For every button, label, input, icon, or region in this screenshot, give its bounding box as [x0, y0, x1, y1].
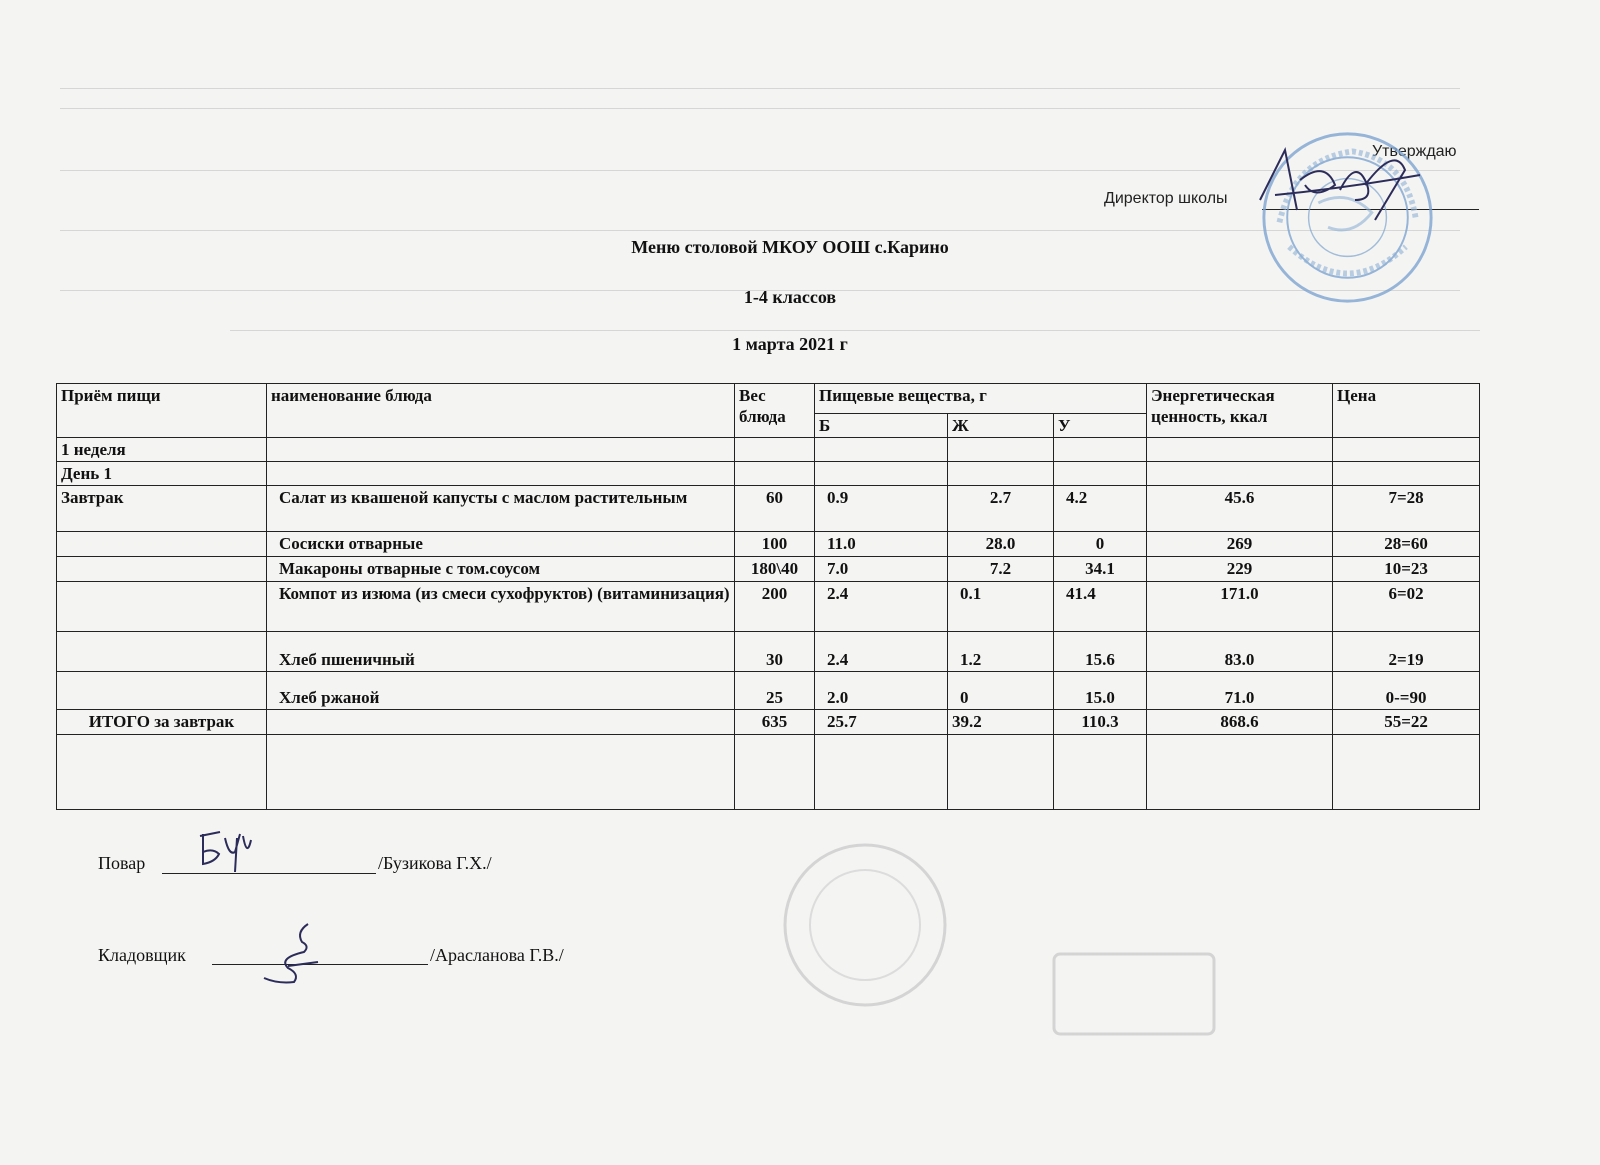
total-energy: 868.6	[1147, 710, 1333, 735]
menu-title: Меню столовой МКОУ ООШ с.Карино	[631, 237, 949, 257]
header-price: Цена	[1333, 384, 1480, 438]
dish-fat: 0	[948, 672, 1054, 710]
director-label: Директор школы	[1104, 190, 1228, 207]
storekeeper-signature	[258, 918, 338, 990]
faded-stamp-mark	[1050, 950, 1220, 1040]
dish-carbs: 0	[1054, 532, 1147, 557]
bleed-through-line	[60, 108, 1460, 109]
week-label: 1 неделя	[57, 438, 267, 462]
dish-carbs: 41.4	[1054, 582, 1147, 632]
dish-weight: 200	[735, 582, 815, 632]
dish-weight: 180\40	[735, 557, 815, 582]
cook-name: /Бузикова Г.Х./	[378, 853, 492, 873]
total-label: ИТОГО за завтрак	[57, 710, 267, 735]
bleed-through-line	[60, 230, 1460, 231]
dish-name: Хлеб ржаной	[267, 672, 735, 710]
dish-price: 28=60	[1333, 532, 1480, 557]
dish-protein: 2.4	[815, 632, 948, 672]
dish-carbs: 4.2	[1054, 486, 1147, 532]
dish-energy: 71.0	[1147, 672, 1333, 710]
director-signature	[1255, 140, 1425, 230]
header-protein: Б	[815, 414, 948, 438]
header-dish: наименование блюда	[267, 384, 735, 438]
day-row	[57, 462, 1480, 486]
dish-energy: 45.6	[1147, 486, 1333, 532]
dish-fat: 0.1	[948, 582, 1054, 632]
dish-carbs: 15.6	[1054, 632, 1147, 672]
dish-protein: 7.0	[815, 557, 948, 582]
dish-price: 6=02	[1333, 582, 1480, 632]
bleed-through-line	[230, 330, 1480, 331]
header-carbs: У	[1054, 414, 1147, 438]
bleed-through-line	[60, 170, 1460, 171]
header-fat: Ж	[948, 414, 1054, 438]
storekeeper-name: /Арасланова Г.В./	[430, 945, 564, 965]
approve-label: Утверждаю	[1372, 143, 1457, 160]
dish-name: Компот из изюма (из смеси сухофруктов) (витаминизация)	[267, 582, 735, 632]
total-protein: 25.7	[815, 710, 948, 735]
empty-row	[57, 735, 1480, 810]
total-carbs: 110.3	[1054, 710, 1147, 735]
dish-energy: 229	[1147, 557, 1333, 582]
header-weight: Вес блюда	[735, 384, 815, 438]
dish-weight: 60	[735, 486, 815, 532]
table-header-row	[57, 384, 1480, 414]
cook-signature	[195, 828, 255, 876]
total-weight: 635	[735, 710, 815, 735]
table-row	[57, 532, 1480, 557]
dish-price: 7=28	[1333, 486, 1480, 532]
dish-fat: 2.7	[948, 486, 1054, 532]
dish-energy: 83.0	[1147, 632, 1333, 672]
dish-price: 2=19	[1333, 632, 1480, 672]
grades-label: 1-4 классов	[743, 287, 837, 307]
table-row	[57, 486, 1480, 532]
table-row	[57, 582, 1480, 632]
dish-name: Салат из квашеной капусты с маслом растительным	[267, 486, 735, 532]
week-row	[57, 438, 1480, 462]
menu-table	[56, 383, 1480, 810]
dish-weight: 25	[735, 672, 815, 710]
dish-energy: 171.0	[1147, 582, 1333, 632]
dish-name: Сосиски отварные	[267, 532, 735, 557]
dish-name: Хлеб пшеничный	[267, 632, 735, 672]
total-price: 55=22	[1333, 710, 1480, 735]
storekeeper-label: Кладовщик	[98, 945, 186, 965]
table-row	[57, 557, 1480, 582]
dish-weight: 30	[735, 632, 815, 672]
faded-seal-mark	[780, 840, 950, 1010]
dish-protein: 11.0	[815, 532, 948, 557]
table-row	[57, 672, 1480, 710]
dish-fat: 28.0	[948, 532, 1054, 557]
dish-carbs: 15.0	[1054, 672, 1147, 710]
table-row	[57, 632, 1480, 672]
dish-fat: 7.2	[948, 557, 1054, 582]
dish-weight: 100	[735, 532, 815, 557]
cook-label: Повар	[98, 853, 146, 873]
meal-label: Завтрак	[57, 486, 267, 532]
bleed-through-line	[60, 88, 1460, 89]
dish-name: Макароны отварные с том.соусом	[267, 557, 735, 582]
header-meal: Приём пищи	[57, 384, 267, 438]
dish-price: 10=23	[1333, 557, 1480, 582]
dish-protein: 0.9	[815, 486, 948, 532]
day-label: День 1	[57, 462, 267, 486]
dish-protein: 2.0	[815, 672, 948, 710]
total-row	[57, 710, 1480, 735]
dish-fat: 1.2	[948, 632, 1054, 672]
dish-energy: 269	[1147, 532, 1333, 557]
header-nutrients: Пищевые вещества, г	[815, 384, 1147, 414]
header-energy: Энергетическая ценность, ккал	[1147, 384, 1333, 438]
menu-date: 1 марта 2021 г	[732, 334, 848, 354]
dish-protein: 2.4	[815, 582, 948, 632]
dish-price: 0-=90	[1333, 672, 1480, 710]
total-fat: 39.2	[948, 710, 1054, 735]
dish-carbs: 34.1	[1054, 557, 1147, 582]
